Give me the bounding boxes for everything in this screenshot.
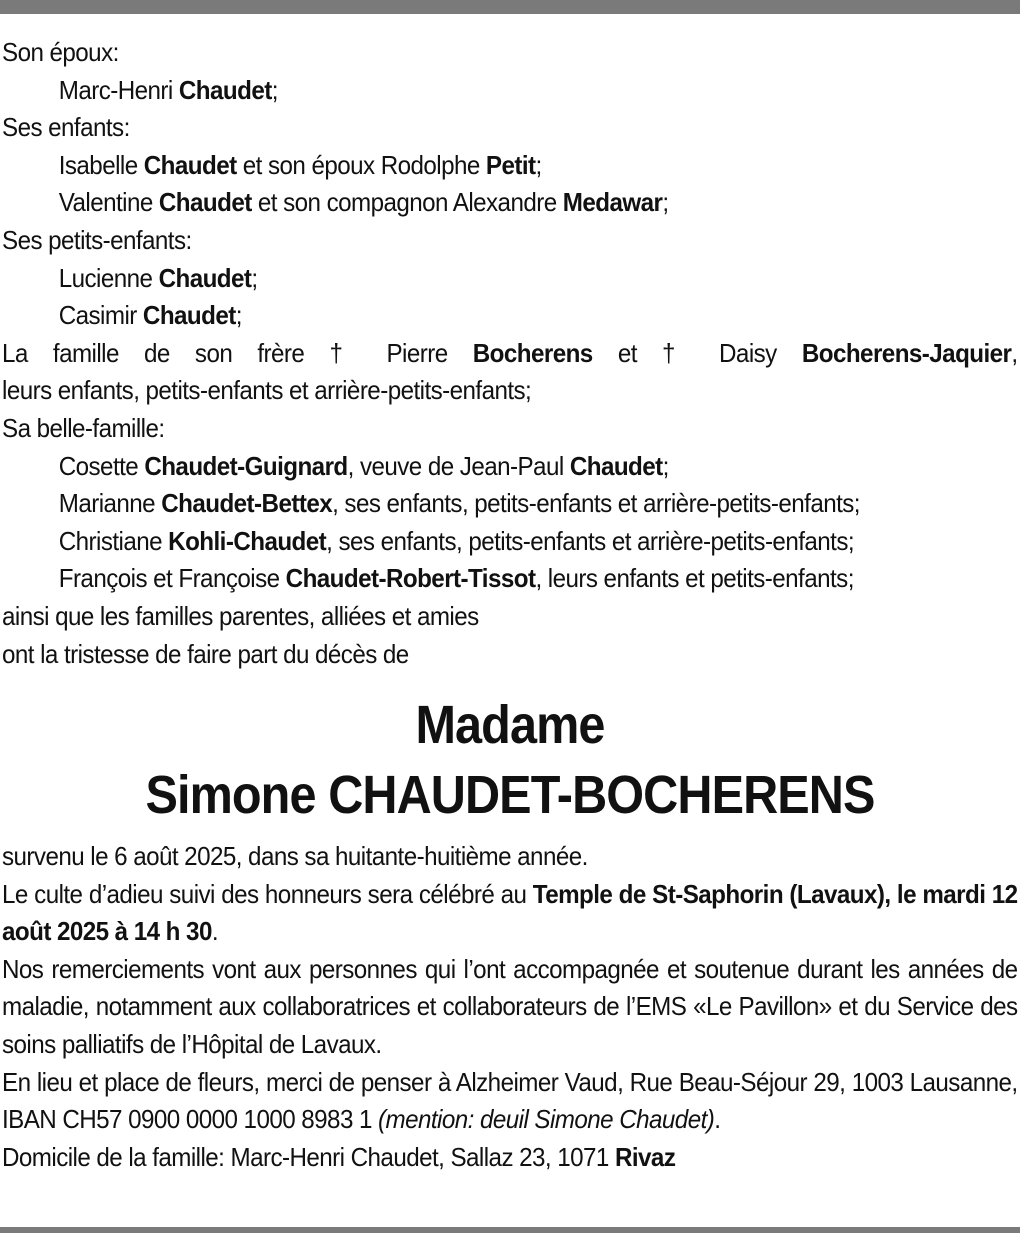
donation-paragraph bbox=[2, 1064, 1018, 1139]
partner-last-name: Petit bbox=[485, 149, 536, 180]
brother-last-name: Bocherens bbox=[472, 337, 593, 368]
relation-text: , ses enfants, petits-enfants et arrière-petits-enfants; bbox=[326, 525, 855, 556]
donation-text: En lieu et place de fleurs, merci de penser à Alzheimer Vaud, Rue Beau-Séjour 29, 1003 Lausanne, IBAN CH57 0900 0000 1000 8983 1 bbox=[2, 1066, 1018, 1135]
last-name: Chaudet bbox=[142, 300, 236, 331]
last-name: Chaudet bbox=[178, 74, 272, 105]
details-block bbox=[2, 838, 1018, 1176]
last-name: Kohli-Chaudet bbox=[168, 525, 327, 556]
partner-text: et son époux Rodolphe bbox=[236, 149, 486, 180]
deceased-name-block bbox=[0, 690, 1020, 830]
sister-in-law-text: et † Daisy bbox=[592, 337, 802, 368]
service-text: Le culte d’adieu suivi des honneurs sera célébré au bbox=[2, 878, 533, 909]
brother-family-line-2: leurs enfants, petits-enfants et arrière-petits-enfants; bbox=[2, 375, 532, 406]
first-name: Marc-Henri bbox=[58, 74, 173, 105]
inlaw-entry bbox=[2, 523, 1018, 561]
punct: ; bbox=[251, 262, 258, 293]
punct: ; bbox=[662, 187, 669, 218]
inlaw-entry bbox=[2, 560, 1018, 598]
inlaw-entry bbox=[2, 448, 1018, 486]
spouse-entry bbox=[2, 72, 1018, 110]
closing-line-1: ainsi que les familles parentes, alliées et amies bbox=[2, 600, 479, 631]
relation-text: , leurs enfants et petits-enfants; bbox=[535, 563, 854, 594]
first-name: François et Françoise bbox=[58, 563, 280, 594]
first-name: Christiane bbox=[58, 525, 163, 556]
brother-text: La famille de son frère † Pierre bbox=[2, 337, 473, 368]
last-name: Chaudet bbox=[158, 262, 252, 293]
domicile-line bbox=[2, 1139, 1018, 1177]
punct: , bbox=[1011, 337, 1018, 368]
first-name: Casimir bbox=[58, 300, 137, 331]
punct: ; bbox=[662, 450, 669, 481]
donation-mention: (mention: deuil Simone Chaudet) bbox=[378, 1104, 715, 1135]
closing-line-2: ont la tristesse de faire part du décès de bbox=[2, 638, 409, 669]
date-line: survenu le 6 août 2025, dans sa huitante-huitième année. bbox=[2, 841, 588, 871]
punct: . bbox=[714, 1104, 721, 1135]
deceased-title: Madame bbox=[415, 695, 605, 755]
child-entry bbox=[2, 184, 1018, 222]
thanks-paragraph: Nos remerciements vont aux personnes qui l’ont accompagnée et soutenue durant les années de maladie, notamment aux collaboratrices et collaborateurs de l’EMS «Le Pavillon» et du Service des soins palliatifs de l’Hôpital de Lavaux. bbox=[2, 953, 1018, 1059]
punct: . bbox=[211, 916, 218, 947]
relation-text: , veuve de Jean-Paul bbox=[347, 450, 570, 481]
first-name: Isabelle bbox=[58, 149, 138, 180]
partner-last-name: Medawar bbox=[562, 187, 663, 218]
punct: ; bbox=[271, 74, 278, 105]
first-name: Lucienne bbox=[58, 262, 153, 293]
partner-text: et son compagnon Alexandre bbox=[251, 187, 563, 218]
first-name: Marianne bbox=[58, 488, 156, 519]
family-list bbox=[2, 34, 1018, 673]
first-name: Cosette bbox=[58, 450, 139, 481]
service-datetime: (Lavaux), le mardi 12 août 2025 à 14 h 30 bbox=[2, 878, 1018, 947]
grandchild-entry bbox=[2, 260, 1018, 298]
deceased-name: Simone CHAUDET-BOCHERENS bbox=[145, 765, 875, 825]
children-heading: Ses enfants: bbox=[2, 112, 130, 143]
inlaw-entry bbox=[2, 485, 1018, 523]
inlaws-heading: Sa belle-famille: bbox=[2, 412, 165, 443]
grandchild-entry bbox=[2, 297, 1018, 335]
grandchildren-heading: Ses petits-enfants: bbox=[2, 224, 192, 255]
domicile-town: Rivaz bbox=[614, 1141, 676, 1172]
last-name: Chaudet-Bettex bbox=[161, 488, 333, 519]
service-location: Temple de St-Saphorin bbox=[532, 878, 784, 909]
last-name: Chaudet-Guignard bbox=[144, 450, 348, 481]
domicile-text: Domicile de la famille: Marc-Henri Chaudet, Sallaz 23, 1071 bbox=[2, 1141, 615, 1172]
last-name: Chaudet-Robert-Tissot bbox=[285, 563, 536, 594]
child-entry bbox=[2, 147, 1018, 185]
last-name: Chaudet bbox=[143, 149, 237, 180]
bottom-rule bbox=[0, 1227, 1020, 1233]
brother-family-line bbox=[2, 335, 1018, 373]
top-rule bbox=[0, 0, 1020, 14]
punct: ; bbox=[235, 300, 242, 331]
husband-last-name: Chaudet bbox=[569, 450, 663, 481]
service-paragraph bbox=[2, 876, 1018, 951]
relation-text: , ses enfants, petits-enfants et arrière-petits-enfants; bbox=[332, 488, 860, 519]
spouse-heading: Son époux: bbox=[2, 37, 119, 67]
last-name: Chaudet bbox=[158, 187, 252, 218]
punct: ; bbox=[535, 149, 542, 180]
sister-in-law-last-name: Bocherens-Jaquier bbox=[801, 337, 1012, 368]
first-name: Valentine bbox=[58, 187, 153, 218]
